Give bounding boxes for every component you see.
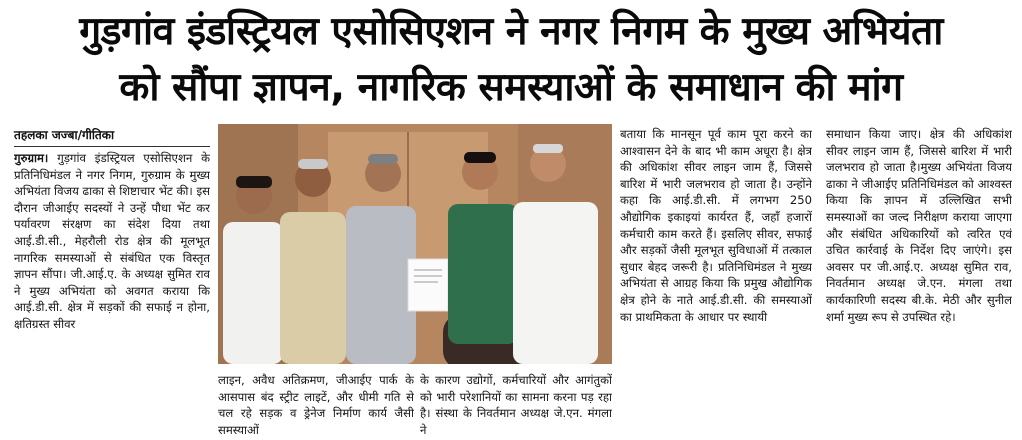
headline-line-2: को सौंपा ज्ञापन, नागरिक समस्याओं के समाधान की मांग bbox=[119, 65, 903, 110]
column-1-text: गुड़गांव इंडस्ट्रियल एसोसिएशन के प्रतिनिधिमंडल ने नगर निगम, गुरुग्राम के मुख्य अभियंता विजय ढाका से शिष्टाचार भेंट की। इस दौरान जीआईए सदस्यों ने उन्हें पौधा भेंट कर पर्यावरण संरक्षण का संदेश दिया तथा आई.डी.सी., मेहरौली रोड क्षेत्र की मूलभूत नागरिक समस्याओं से संबंधित एक विस्तृत ज्ञापन सौंपा। जी.आई.ए. के अध्यक्ष सुमित राव ने मुख्य अभियंता को अवगत कराया कि आई.डी.सी. क्षेत्र में सड़कों की सफाई न होना, क्षतिग्रस्त सीवर bbox=[14, 151, 210, 331]
headline-line-1: गुड़गांव इंडस्ट्रियल एसोसिएशन ने नगर निगम के मुख्य अभियंता bbox=[79, 9, 943, 54]
article-column-2b bbox=[420, 372, 612, 438]
article-paragraph-1 bbox=[14, 150, 210, 333]
article-column-4 bbox=[826, 126, 1012, 438]
column-2a-text: लाइन, अवैध अतिक्रमण, जीआईए पार्क के आसपास बंद स्ट्रीट लाइटें, और धीमी गति से चल रहे सड़क व ड्रेनेज निर्माण कार्य जैसी समस्याओं bbox=[218, 373, 414, 437]
column-4-text: समाधान किया जाए। क्षेत्र की अधिकांश सीवर लाइन जाम हैं, जिससे बारिश में भारी जलभराव हो जाता है।मुख्य अभियंता विजय ढाका ने जीआईए प्रतिनिधिमंडल को आश्वस्त किया कि ज्ञापन में उल्लिखित सभी समस्याओं का जल्द निरीक्षण कराया जाएगा और संबंधित अधिकारियों को त्वरित एवं उचित कार्रवाई के निर्देश दिए जाएंगे। इस अवसर पर जी.आई.ए. अध्यक्ष सुमित राव, निवर्तमान अध्यक्ष जे.एन. मंगला तथा कार्यकारिणी सदस्य बी.के. मेठी और सुनील शर्मा मुख्य रूप से उपस्थित रहे। bbox=[826, 127, 1012, 324]
column-2b-text: के कारण उद्योगों, कर्मचारियों और आगंतुकों को भारी परेशानियों का सामना करना पड़ रहा है। संस्था के निवर्तमान अध्यक्ष जे.एन. मंगला ने bbox=[420, 373, 612, 437]
news-photo bbox=[218, 124, 612, 364]
article-column-1 bbox=[14, 150, 210, 438]
dateline: गुरुग्राम। bbox=[14, 151, 49, 165]
headline bbox=[0, 4, 1022, 116]
article-column-2a bbox=[218, 372, 414, 438]
photo-illustration bbox=[218, 124, 612, 364]
byline: तहलका जज्बा/गीतिका bbox=[14, 127, 210, 147]
article-column-3 bbox=[620, 126, 812, 438]
column-3-text: बताया कि मानसून पूर्व काम पूरा करने का आश्वासन देने के बाद भी काम अधूरा है। क्षेत्र की अधिकांश सीवर लाइन जाम हैं, जिससे बारिश में भारी जलभराव हो जाता है। उन्होंने कहा कि आई.डी.सी. में लगभग 250 औद्योगिक इकाइयां कार्यरत हैं, जहाँ हजारों कर्मचारी काम करते हैं। इसलिए सीवर, सफाई और सड़कों जैसी मूलभूत सुविधाओं में तत्काल सुधार बेहद जरूरी है। प्रतिनिधिमंडल ने मुख्य अभियंता से आग्रह किया कि प्रमुख औद्योगिक क्षेत्र होने के नाते आई.डी.सी. की समस्याओं का प्राथमिकता के आधार पर स्थायी bbox=[620, 127, 812, 324]
